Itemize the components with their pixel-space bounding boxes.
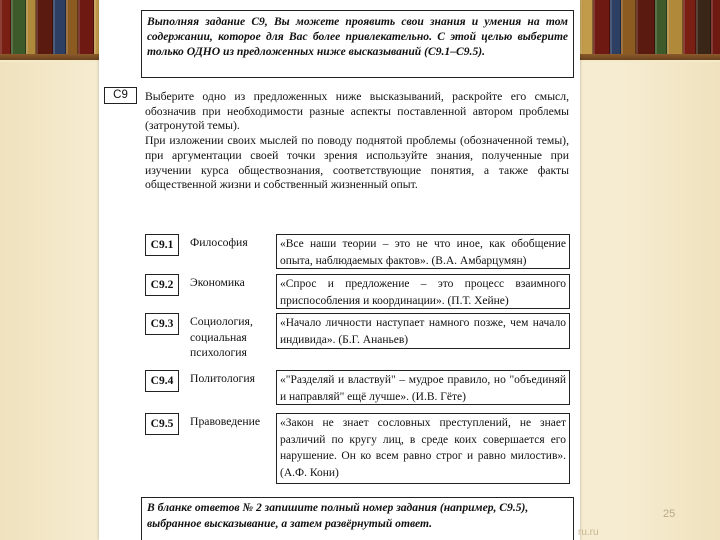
scanned-document bbox=[99, 0, 580, 540]
option-number: С9.1 bbox=[145, 234, 179, 256]
task-text bbox=[145, 90, 569, 193]
option-number: С9.2 bbox=[145, 274, 179, 296]
task-paragraph-1: Выберите одно из предложенных ниже высказываний, раскройте его смысл, обозначив при необходимости разные аспекты поставленной автором проблемы (затронутой темы). bbox=[145, 90, 569, 133]
task-paragraph-2: При изложении своих мыслей по поводу поднятой проблемы (обозначенной темы), при аргументации своей точки зрения используйте знания, полученные при изучении курса обществознания, соответствующие понятия, а также факты общественной жизни и собственный жизненный опыт. bbox=[145, 134, 569, 192]
option-subject: Философия bbox=[190, 236, 248, 249]
option-quote: «"Разделяй и властвуй" – мудрое правило, но "объединяй и направляй" ещё лучше». (И.В. Гёте) bbox=[276, 370, 570, 405]
option-quote: «Все наши теории – это не что иное, как обобщение опыта, наблюдаемых фактов». (В.А. Амбарцумян) bbox=[276, 234, 570, 269]
option-quote: «Начало личности наступает намного позже, чем начало индивида». (Б.Г. Ананьев) bbox=[276, 313, 570, 349]
option-c9-4 bbox=[145, 370, 570, 404]
option-subject: Правоведение bbox=[190, 415, 261, 428]
option-subject: Политология bbox=[190, 372, 255, 385]
option-quote: «Спрос и предложение – это процесс взаимного приспособления и координации». (П.Т. Хейне) bbox=[276, 274, 570, 309]
option-c9-1 bbox=[145, 234, 570, 268]
slide-page-number: 25 bbox=[663, 508, 676, 520]
option-number: С9.3 bbox=[145, 313, 179, 335]
option-number: С9.4 bbox=[145, 370, 179, 392]
option-number: С9.5 bbox=[145, 413, 179, 435]
option-c9-3 bbox=[145, 313, 570, 363]
task-label: С9 bbox=[104, 87, 137, 104]
option-subject: Экономика bbox=[190, 276, 245, 289]
books-left bbox=[0, 0, 110, 60]
option-c9-2 bbox=[145, 274, 570, 308]
books-right bbox=[580, 0, 720, 60]
option-c9-5 bbox=[145, 413, 570, 485]
outro-instructions: В бланке ответов № 2 запишите полный номер задания (например, С9.5), выбранное высказывание, а затем развёрнутый ответ. bbox=[141, 497, 574, 540]
option-subject: Социология, социальная психология bbox=[190, 315, 253, 359]
watermark-text: ru.ru bbox=[578, 527, 599, 538]
intro-instructions: Выполняя задание С9, Вы можете проявить свои знания и умения на том содержании, которое для Вас более привлекательно. С этой целью выберите только ОДНО из предложенных ниже высказываний (С9.1–С9.5). bbox=[141, 10, 574, 78]
option-quote: «Закон не знает сословных преступлений, не знает различий по кругу лиц, в среде коих совершается его нарушение. Он ко всем равно строг и равно милостив». (А.Ф. Кони) bbox=[276, 413, 570, 484]
